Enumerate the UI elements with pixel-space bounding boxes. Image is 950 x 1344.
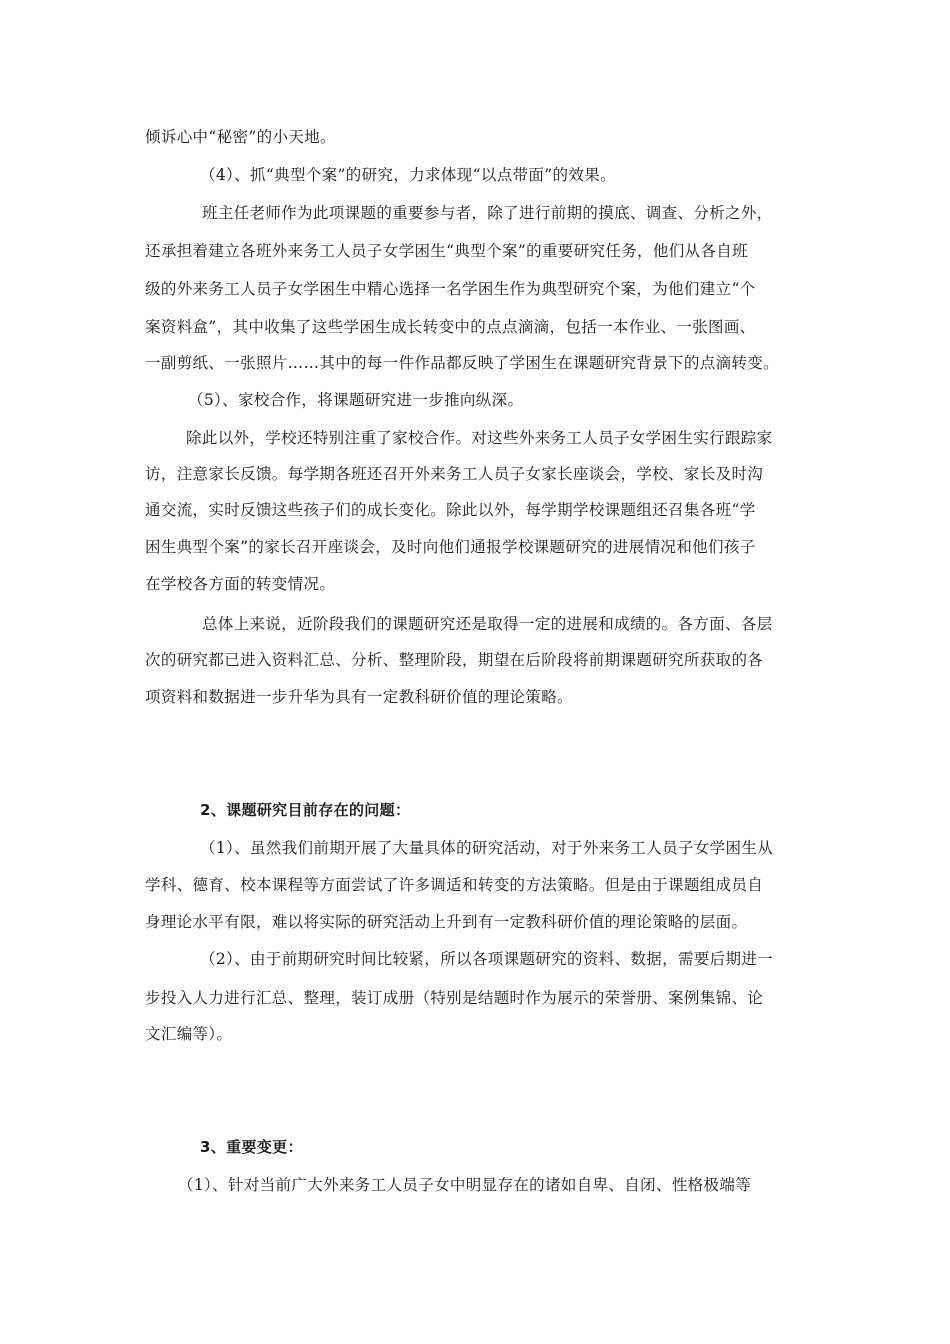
text-line: 班主任老师作为此项课题的重要参与者，除了进行前期的摸底、调查、分析之外， [202,204,773,222]
text-line: （4）、抓“典型个案”的研究，力求体现“以点带面”的效果。 [200,166,616,184]
text-line: （2）、由于前期研究时间比较紧，所以各项课题研究的资料、数据，需要后期进一 [200,950,774,968]
text-line: 还承担着建立各班外来务工人员子女学困生“典型个案”的重要研究任务，他们从各自班 [145,242,749,260]
text-line: 身理论水平有限，难以将实际的研究活动上升到有一定教科研价值的理论策略的层面。 [145,913,748,931]
text-line: （1）、虽然我们前期开展了大量具体的研究活动，对于外来务工人员子女学困生从 [200,839,774,857]
text-line: 倾诉心中“秘密”的小天地。 [145,128,336,146]
text-line: 总体上来说，近阶段我们的课题研究还是取得一定的进展和成绩的。各方面、各层 [202,615,773,633]
text-line: 步投入人力进行汇总、整理，装订成册（特别是结题时作为展示的荣誉册、案例集锦、论 [145,989,764,1007]
text-line: 文汇编等）。 [145,1025,233,1043]
text-line: 在学校各方面的转变情况。 [145,575,336,593]
text-line: 学科、德育、校本课程等方面尝试了许多调适和转变的方法策略。但是由于课题组成员自 [145,876,764,894]
text-line: 除此以外，学校还特别注重了家校合作。对这些外来务工人员子女学困生实行跟踪家 [186,429,773,447]
text-line: （1）、针对当前广大外来务工人员子女中明显存在的诸如自卑、自闭、性格极端等 [178,1176,752,1194]
text-line: 通交流，实时反馈这些孩子们的成长变化。除此以外，每学期学校课题组还召集各班“学 [145,501,756,519]
text-line: 项资料和数据进一步升华为具有一定教科研价值的理论策略。 [145,688,573,706]
text-line: 困生典型个案”的家长召开座谈会，及时向他们通报学校课题研究的进展情况和他们孩子 [145,538,756,556]
section-heading: 2、课题研究目前存在的问题： [200,801,411,819]
section-heading: 3、重要变更： [200,1138,303,1156]
text-line: （5）、家校合作，将课题研究进一步推向纵深。 [188,391,524,409]
text-line: 次的研究都已进入资料汇总、分析、整理阶段，期望在后阶段将前期课题研究所获取的各 [145,651,764,669]
text-line: 级的外来务工人员子女学困生中精心选择一名学困生作为典型研究个案，为他们建立“个 [145,280,756,298]
text-line: 案资料盒”，其中收集了这些学困生成长转变中的点点滴滴，包括一本作业、一张图画、 [145,318,756,336]
text-line: 一副剪纸、一张照片……其中的每一件作品都反映了学困生在课题研究背景下的点滴转变。 [145,354,780,372]
text-line: 访，注意家长反馈。每学期各班还召开外来务工人员子女家长座谈会，学校、家长及时沟 [145,465,764,483]
